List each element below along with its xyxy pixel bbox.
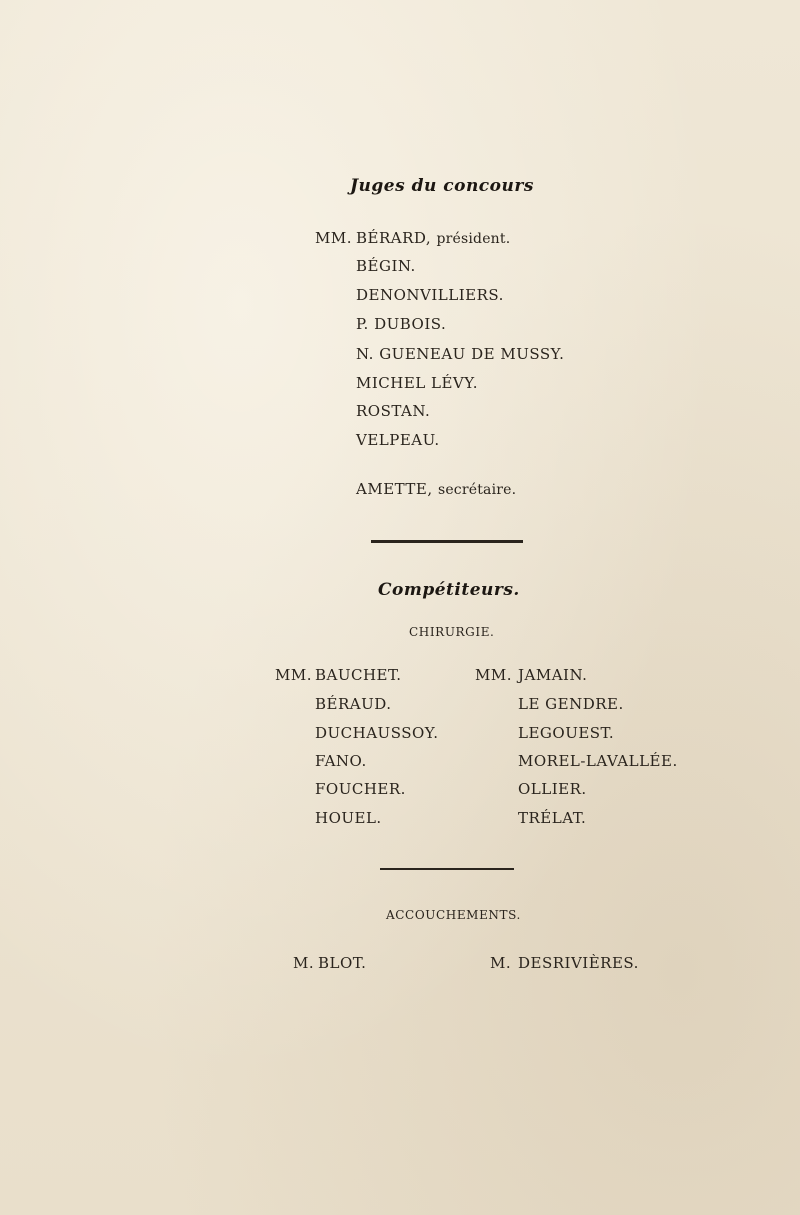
chirurgie-left-prefix: MM.: [275, 666, 312, 684]
competitor-entry: OLLIER.: [518, 780, 587, 798]
accouchements-subheading: ACCOUCHEMENTS.: [386, 908, 521, 922]
competitor-entry: FOUCHER.: [315, 780, 406, 798]
judge-role: président.: [436, 231, 511, 247]
competitor-entry: JAMAIN.: [518, 666, 588, 684]
competitor-entry: HOUEL.: [315, 809, 382, 827]
competitor-entry: LEGOUEST.: [518, 724, 615, 742]
judge-name: BÉRARD,: [356, 229, 432, 247]
secretary-entry: [356, 480, 516, 498]
secretary-role: secrétaire.: [437, 482, 517, 498]
accouchements-right-prefix: M.: [490, 954, 512, 972]
judge-entry: VELPEAU.: [356, 431, 440, 449]
judge-entry: N. GUENEAU DE MUSSY.: [356, 345, 565, 363]
competitor-entry: BLOT.: [318, 954, 367, 972]
secretary-name: AMETTE,: [356, 480, 433, 498]
competitor-entry: DUCHAUSSOY.: [315, 724, 439, 742]
competitor-entry: FANO.: [315, 752, 367, 770]
judges-heading: Juges du concours: [350, 176, 534, 196]
accouchements-left-prefix: M.: [293, 954, 315, 972]
competitor-entry: LE GENDRE.: [518, 695, 624, 713]
judge-entry: BÉGIN.: [356, 257, 416, 275]
section-divider: [380, 868, 514, 870]
judge-entry: [356, 229, 510, 247]
judge-entry: MICHEL LÉVY.: [356, 374, 479, 392]
chirurgie-right-prefix: MM.: [475, 666, 512, 684]
competitor-entry: DESRIVIÈRES.: [518, 954, 639, 972]
judge-entry: DENONVILLIERS.: [356, 286, 504, 304]
competitor-entry: BAUCHET.: [315, 666, 402, 684]
competitors-heading: Compétiteurs.: [378, 580, 520, 600]
competitor-entry: TRÉLAT.: [518, 809, 587, 827]
judge-entry: P. DUBOIS.: [356, 315, 447, 333]
section-divider: [371, 540, 523, 543]
judge-entry: ROSTAN.: [356, 402, 431, 420]
judges-prefix: MM.: [315, 229, 352, 247]
competitor-entry: MOREL-LAVALLÉE.: [518, 752, 678, 770]
competitor-entry: BÉRAUD.: [315, 695, 392, 713]
chirurgie-subheading: CHIRURGIE.: [409, 625, 495, 639]
